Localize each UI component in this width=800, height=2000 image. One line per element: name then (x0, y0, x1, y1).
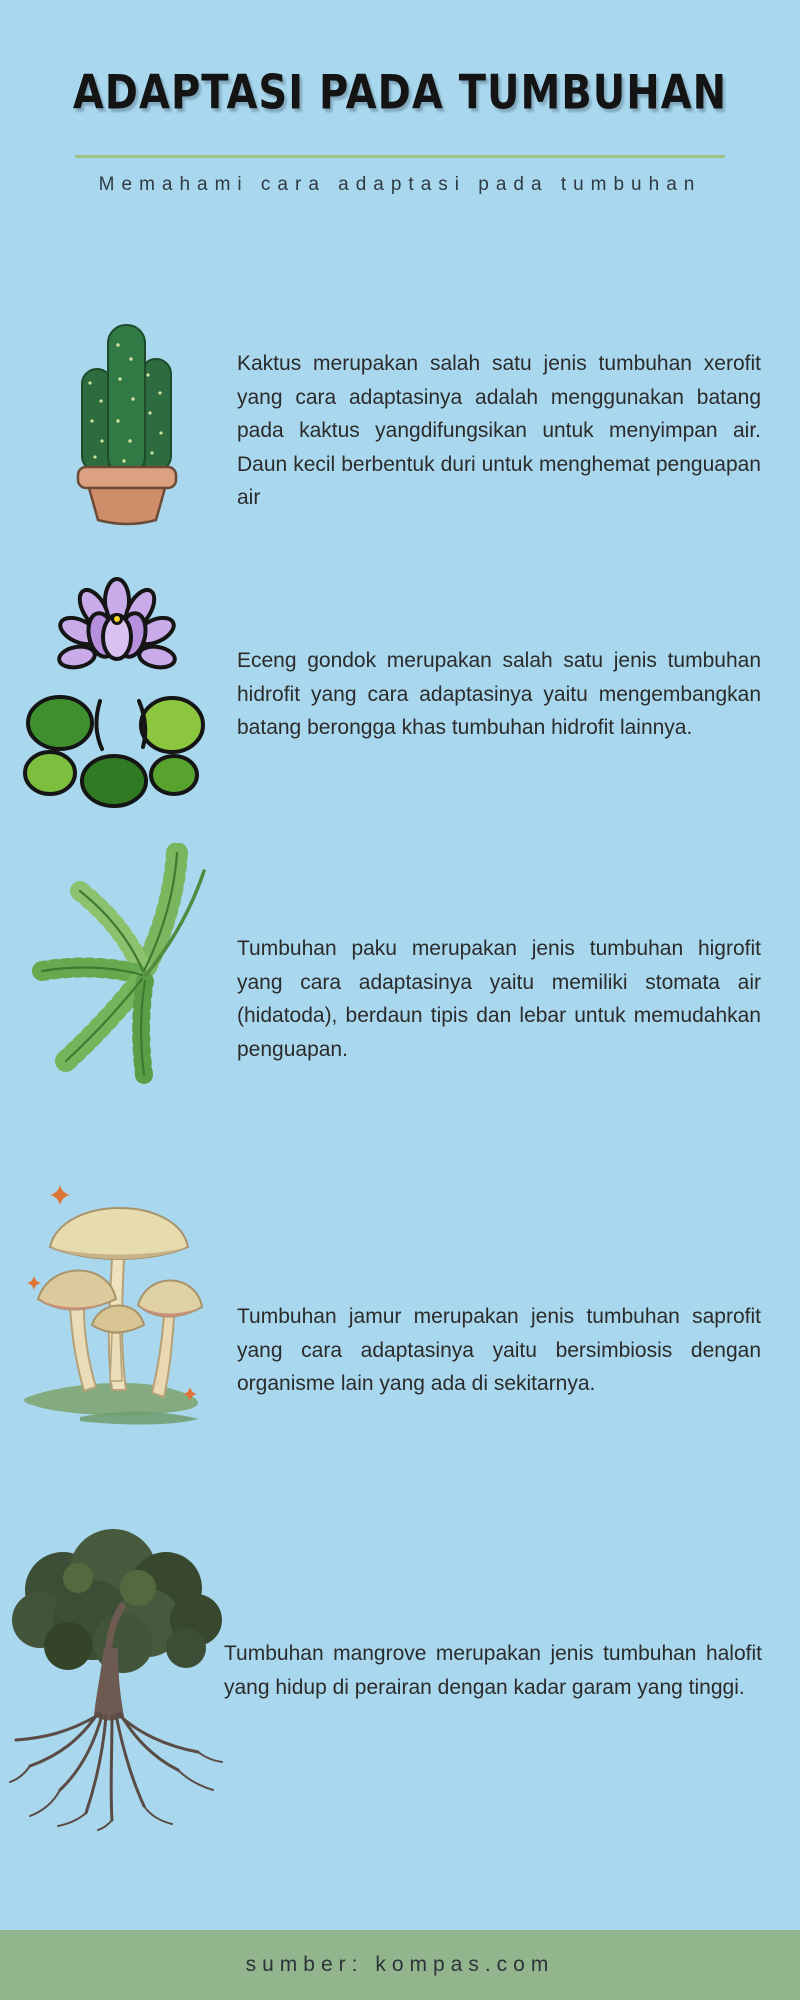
page-title: ADAPTASI PADA TUMBUHAN (72, 66, 728, 121)
cactus-illustration (38, 317, 218, 529)
section-text-paku: Tumbuhan paku merupakan jenis tumbuhan higrofit yang cara adaptasinya yaitu memiliki stomata air (hidatoda), berdaun tipis dan lebar untuk memudahkan penguapan. (237, 937, 761, 1061)
section-text-mangrove: Tumbuhan mangrove merupakan jenis tumbuhan halofit yang hidup di perairan dengan kadar garam yang tinggi. (224, 1642, 762, 1699)
page-subtitle: Memahami cara adaptasi pada tumbuhan (98, 174, 702, 195)
section-text-eceng-gondok: Eceng gondok merupakan salah satu jenis tumbuhan hidrofit yang cara adaptasinya yaitu mengembangkan batang berongga khas tumbuhan hidrofit lainnya. (237, 649, 761, 739)
section-text-jamur: Tumbuhan jamur merupakan jenis tumbuhan saprofit yang cara adaptasinya yaitu bersimbiosis dengan organisme lain yang ada di sekitarnya. (237, 1305, 761, 1395)
footer-source-text: sumber: kompas.com (245, 1953, 555, 1976)
mangrove-illustration (8, 1528, 228, 1833)
mushroom-illustration (20, 1183, 216, 1433)
water-hyacinth-illustration (22, 573, 222, 813)
section-text-kaktus: Kaktus merupakan salah satu jenis tumbuhan xerofit yang cara adaptasinya adalah menggunakan batang pada kaktus yangdifungsikan untuk menyimpan air. Daun kecil berbentuk duri untuk menghemat penguapan air (237, 352, 761, 509)
footer-bar (0, 1930, 800, 2000)
title-divider (75, 155, 725, 158)
fern-illustration (28, 843, 216, 1085)
